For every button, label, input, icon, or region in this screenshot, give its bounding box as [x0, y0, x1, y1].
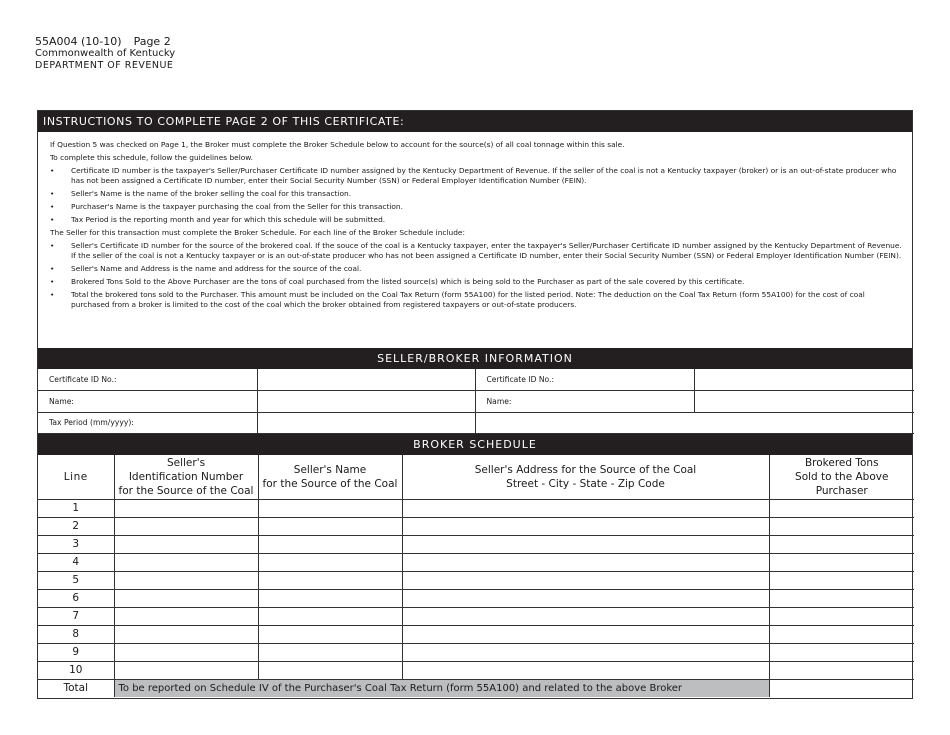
line-brokered-tons-field[interactable] [769, 517, 914, 535]
col-header-seller-name-l1: Seller's Name [293, 463, 367, 476]
line-number: 3 [38, 535, 114, 553]
line-seller-name-field[interactable] [258, 553, 402, 571]
instruction-item: • Total the brokered tons sold to the Purchaser. This amount must be included on the Coal Tax Return (form 55A100) for the listed period. Note: The deduction on the Coal Tax Return (form 55A100) for the cost of coal purchased from a broker is limited to the cost of the coal which the broker obtained from registered taxpayers or out-of-state producers. [50, 290, 902, 310]
line-seller-name-field[interactable] [258, 661, 402, 679]
line-brokered-tons-field[interactable] [769, 661, 914, 679]
line-seller-address-field[interactable] [402, 643, 769, 661]
instructions-intro-3: The Seller for this transaction must complete the Broker Schedule. For each line of the Broker Schedule include: [50, 228, 465, 237]
col-header-seller-name-l2: for the Source of the Coal [262, 477, 398, 490]
col-header-brokered-tons-l1: Brokered Tons [804, 456, 879, 469]
cert-id-row [38, 369, 914, 391]
schedule-total-row [38, 679, 914, 697]
col-header-line: Line [38, 455, 114, 499]
instructions-intro-1: If Question 5 was checked on Page 1, the Broker must complete the Broker Schedule below to account for the source(s) of all coal tonnage within this sale. [50, 140, 625, 149]
line-number: 5 [38, 571, 114, 589]
line-seller-name-field[interactable] [258, 517, 402, 535]
line-seller-id-field[interactable] [114, 499, 258, 517]
line-seller-id-field[interactable] [114, 589, 258, 607]
col-header-seller-id-l2: Identification Number [128, 470, 244, 483]
schedule-row [38, 661, 914, 679]
line-seller-id-field[interactable] [114, 571, 258, 589]
line-seller-address-field[interactable] [402, 535, 769, 553]
instruction-item: • Brokered Tons Sold to the Above Purchaser are the tons of coal purchased from the listed source(s) which is being sold to the Purchaser as part of the sale covered by this certificate. [50, 277, 902, 287]
col-header-seller-address [402, 455, 769, 499]
name-row [38, 391, 914, 413]
line-brokered-tons-field[interactable] [769, 553, 914, 571]
line-seller-name-field[interactable] [258, 625, 402, 643]
line-seller-id-field[interactable] [114, 607, 258, 625]
line-number: 10 [38, 661, 114, 679]
line-seller-id-field[interactable] [114, 553, 258, 571]
tax-period-blank [475, 412, 914, 434]
line-seller-address-field[interactable] [402, 553, 769, 571]
instruction-item: • Seller's Name is the name of the broker selling the coal for this transaction. [50, 189, 902, 199]
schedule-row [38, 625, 914, 643]
instructions-list-1 [50, 166, 902, 225]
broker-schedule-title: BROKER SCHEDULE [38, 434, 912, 455]
col-header-brokered-tons [769, 455, 914, 499]
instructions-list-2 [50, 241, 902, 310]
line-seller-address-field[interactable] [402, 499, 769, 517]
col-header-seller-name [258, 455, 402, 499]
col-header-brokered-tons-l3: Purchaser [815, 484, 868, 497]
line-seller-address-field[interactable] [402, 571, 769, 589]
agency-line-1: Commonwealth of Kentucky [35, 48, 176, 59]
form-code: 55A004 (10-10) [35, 35, 122, 48]
line-number: 2 [38, 517, 114, 535]
line-brokered-tons-field[interactable] [769, 499, 914, 517]
line-seller-address-field[interactable] [402, 589, 769, 607]
tax-period-row [38, 412, 914, 434]
seller-info-table [38, 369, 914, 434]
col-header-seller-address-l2: Street - City - State - Zip Code [506, 477, 665, 490]
total-tons-field[interactable] [769, 679, 914, 697]
line-seller-address-field[interactable] [402, 625, 769, 643]
line-seller-id-field[interactable] [114, 625, 258, 643]
schedule-row [38, 499, 914, 517]
cert-id-label-right: Certificate ID No.: [475, 369, 694, 391]
line-number: 1 [38, 499, 114, 517]
instruction-item: • Purchaser's Name is the taxpayer purchasing the coal from the Seller for this transaction. [50, 202, 902, 212]
name-label-left: Name: [38, 391, 257, 413]
line-seller-address-field[interactable] [402, 607, 769, 625]
line-seller-address-field[interactable] [402, 661, 769, 679]
line-seller-name-field[interactable] [258, 535, 402, 553]
line-seller-name-field[interactable] [258, 643, 402, 661]
line-seller-name-field[interactable] [258, 499, 402, 517]
name-field-left[interactable] [257, 391, 475, 413]
form-header [35, 36, 183, 72]
name-label-right: Name: [475, 391, 694, 413]
instruction-item: • Certificate ID number is the taxpayer's Seller/Purchaser Certificate ID number assigned by the Kentucky Department of Revenue. If the seller of the coal is not a Kentucky taxpayer (broker) or is an out-of-state producer who has not been assigned a Certificate ID number, enter their Social Security Number (SSN) or Federal Employer Identification Number (FEIN). [50, 166, 902, 186]
line-seller-address-field[interactable] [402, 517, 769, 535]
line-number: 4 [38, 553, 114, 571]
line-seller-name-field[interactable] [258, 589, 402, 607]
col-header-seller-id-l3: for the Source of the Coal [118, 484, 254, 497]
cert-id-label-left: Certificate ID No.: [38, 369, 257, 391]
schedule-row [38, 589, 914, 607]
line-brokered-tons-field[interactable] [769, 535, 914, 553]
col-header-brokered-tons-l2: Sold to the Above [795, 470, 889, 483]
col-header-seller-id [114, 455, 258, 499]
schedule-row [38, 535, 914, 553]
schedule-body [38, 499, 914, 679]
seller-info-title: SELLER/BROKER INFORMATION [38, 348, 912, 369]
agency-line-2: DEPARTMENT OF REVENUE [35, 60, 174, 71]
instruction-item: • Tax Period is the reporting month and year for which this schedule will be submitted. [50, 215, 902, 225]
line-number: 7 [38, 607, 114, 625]
schedule-header-row [38, 455, 914, 499]
line-seller-id-field[interactable] [114, 643, 258, 661]
instructions-title: INSTRUCTIONS TO COMPLETE PAGE 2 OF THIS CERTIFICATE: [38, 111, 912, 132]
line-seller-id-field[interactable] [114, 661, 258, 679]
schedule-row [38, 571, 914, 589]
line-seller-id-field[interactable] [114, 517, 258, 535]
page-label: Page 2 [133, 35, 171, 48]
broker-schedule-table [38, 455, 914, 697]
name-field-right[interactable] [694, 391, 914, 413]
cert-id-field-left[interactable] [257, 369, 475, 391]
schedule-row [38, 553, 914, 571]
line-number: 6 [38, 589, 114, 607]
line-seller-name-field[interactable] [258, 571, 402, 589]
instruction-item: • Seller's Name and Address is the name and address for the source of the coal. [50, 264, 902, 274]
line-number: 8 [38, 625, 114, 643]
form-code-line [35, 36, 183, 48]
col-header-seller-address-l1: Seller's Address for the Source of the Coal [474, 463, 697, 476]
cert-id-field-right[interactable] [694, 369, 914, 391]
schedule-row [38, 517, 914, 535]
total-label: Total [38, 679, 114, 697]
line-seller-id-field[interactable] [114, 535, 258, 553]
line-brokered-tons-field[interactable] [769, 607, 914, 625]
line-seller-name-field[interactable] [258, 607, 402, 625]
instruction-item: • Seller's Certificate ID number for the source of the brokered coal. If the souce of the coal is a Kentucky taxpayer, enter the taxpayer's Seller/Purchaser Certificate ID number assigned by the Kentucky Department of Revenue. If the seller of the coal is not a Kentucky taxpayer or is an out-of-state producer who has not been assigned a Certificate ID number, enter their Social Security Number (SSN) or Federal Employer Identification Number (FEIN). [50, 241, 902, 261]
schedule-row [38, 643, 914, 661]
tax-period-label: Tax Period (mm/yyyy): [38, 412, 257, 434]
line-brokered-tons-field[interactable] [769, 589, 914, 607]
schedule-row [38, 607, 914, 625]
line-number: 9 [38, 643, 114, 661]
certificate-frame [37, 110, 913, 699]
line-brokered-tons-field[interactable] [769, 643, 914, 661]
instructions-body [38, 132, 912, 348]
col-header-seller-id-l1: Seller's [166, 456, 206, 469]
tax-period-field[interactable] [257, 412, 475, 434]
total-note: To be reported on Schedule IV of the Purchaser's Coal Tax Return (form 55A100) and related to the above Broker [114, 679, 769, 697]
line-brokered-tons-field[interactable] [769, 625, 914, 643]
instructions-intro-2: To complete this schedule, follow the guidelines below. [50, 153, 254, 162]
line-brokered-tons-field[interactable] [769, 571, 914, 589]
